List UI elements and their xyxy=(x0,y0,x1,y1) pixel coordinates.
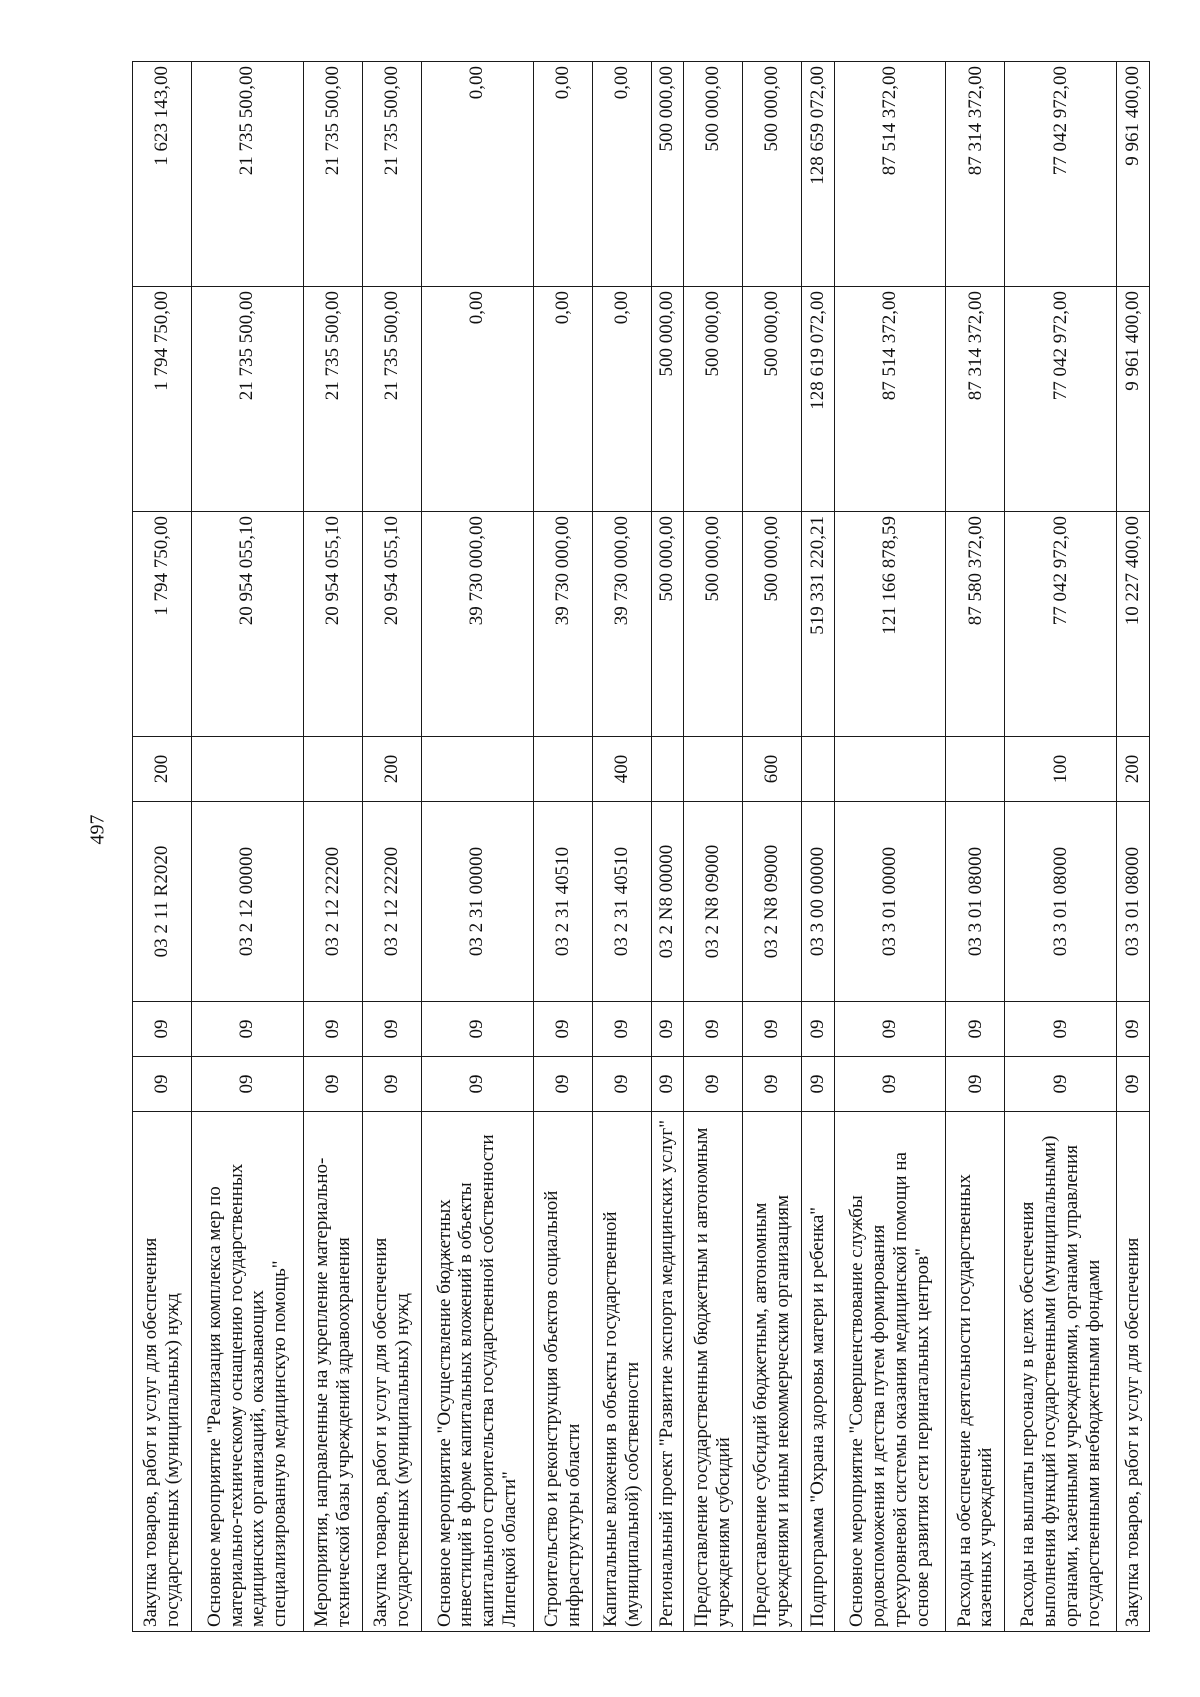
amount-year-1-cell: 10 227 400,00 xyxy=(1117,512,1150,737)
expense-name-cell: Капитальные вложения в объекты государственной (муниципальной) собственности xyxy=(592,1112,651,1632)
expense-type-cell: 200 xyxy=(133,737,192,802)
amount-year-3-cell: 87 314 372,00 xyxy=(946,62,1005,287)
expense-type-cell xyxy=(684,737,743,802)
target-article-cell: 03 2 31 40510 xyxy=(533,802,592,1002)
amount-year-2-cell: 500 000,00 xyxy=(743,287,802,512)
expense-type-cell xyxy=(421,737,533,802)
amount-year-3-cell: 0,00 xyxy=(421,62,533,287)
amount-year-1-cell: 519 331 220,21 xyxy=(802,512,835,737)
expense-name-cell: Закупка товаров, работ и услуг для обеспечения xyxy=(1117,1112,1150,1632)
amount-year-1-cell: 20 954 055,10 xyxy=(303,512,362,737)
subsection-code-cell: 09 xyxy=(592,1002,651,1057)
target-article-cell: 03 2 31 40510 xyxy=(592,802,651,1002)
amount-year-1-cell: 1 794 750,00 xyxy=(133,512,192,737)
expense-name-cell: Предоставление субсидий бюджетным, автономным учреждениям и иным некоммерческим организациям xyxy=(743,1112,802,1632)
subsection-code-cell: 09 xyxy=(533,1002,592,1057)
amount-year-1-cell: 39 730 000,00 xyxy=(533,512,592,737)
expense-name-cell: Расходы на обеспечение деятельности государственных казенных учреждений xyxy=(946,1112,1005,1632)
amount-year-3-cell: 128 659 072,00 xyxy=(802,62,835,287)
expense-name-cell: Мероприятия, направленные на укрепление материально-технической базы учреждений здравоохранения xyxy=(303,1112,362,1632)
subsection-code-cell: 09 xyxy=(1005,1002,1117,1057)
subsection-code-cell: 09 xyxy=(684,1002,743,1057)
amount-year-3-cell: 9 961 400,00 xyxy=(1117,62,1150,287)
expense-type-cell xyxy=(191,737,303,802)
amount-year-1-cell: 121 166 878,59 xyxy=(834,512,946,737)
amount-year-3-cell: 21 735 500,00 xyxy=(303,62,362,287)
amount-year-2-cell: 87 514 372,00 xyxy=(834,287,946,512)
expense-name-cell: Подпрограмма "Охрана здоровья матери и ребенка" xyxy=(802,1112,835,1632)
expense-type-cell xyxy=(802,737,835,802)
section-code-cell: 09 xyxy=(133,1057,192,1112)
table-row xyxy=(533,62,592,1632)
table-row xyxy=(834,62,946,1632)
amount-year-3-cell: 0,00 xyxy=(592,62,651,287)
expense-type-cell: 600 xyxy=(743,737,802,802)
section-code-cell: 09 xyxy=(946,1057,1005,1112)
table-row xyxy=(362,62,421,1632)
expense-type-cell xyxy=(303,737,362,802)
table-row xyxy=(802,62,835,1632)
subsection-code-cell: 09 xyxy=(362,1002,421,1057)
expense-name-cell: Расходы на выплаты персоналу в целях обеспечения выполнения функций государственными (муниципальными) органами, казенными учреждениями, органами управления государственными внебюджетными фондами xyxy=(1005,1112,1117,1632)
section-code-cell: 09 xyxy=(1117,1057,1150,1112)
rotated-page-content xyxy=(132,62,1150,1632)
section-code-cell: 09 xyxy=(651,1057,684,1112)
section-code-cell: 09 xyxy=(1005,1057,1117,1112)
table-row xyxy=(191,62,303,1632)
amount-year-3-cell: 500 000,00 xyxy=(651,62,684,287)
amount-year-1-cell: 20 954 055,10 xyxy=(191,512,303,737)
amount-year-3-cell: 21 735 500,00 xyxy=(191,62,303,287)
amount-year-3-cell: 500 000,00 xyxy=(743,62,802,287)
table-row xyxy=(421,62,533,1632)
target-article-cell: 03 2 11 R2020 xyxy=(133,802,192,1002)
table-row xyxy=(651,62,684,1632)
expense-name-cell: Закупка товаров, работ и услуг для обеспечения государственных (муниципальных) нужд xyxy=(133,1112,192,1632)
amount-year-3-cell: 77 042 972,00 xyxy=(1005,62,1117,287)
expense-type-cell xyxy=(834,737,946,802)
amount-year-2-cell: 128 619 072,00 xyxy=(802,287,835,512)
subsection-code-cell: 09 xyxy=(946,1002,1005,1057)
expense-name-cell: Основное мероприятие "Осуществление бюджетных инвестиций в форме капитальных вложений в объекты капитального строительства государственной собственности Липецкой области" xyxy=(421,1112,533,1632)
target-article-cell: 03 2 12 22200 xyxy=(303,802,362,1002)
amount-year-3-cell: 500 000,00 xyxy=(684,62,743,287)
amount-year-3-cell: 87 514 372,00 xyxy=(834,62,946,287)
subsection-code-cell: 09 xyxy=(651,1002,684,1057)
amount-year-1-cell: 500 000,00 xyxy=(651,512,684,737)
section-code-cell: 09 xyxy=(362,1057,421,1112)
section-code-cell: 09 xyxy=(834,1057,946,1112)
section-code-cell: 09 xyxy=(533,1057,592,1112)
table-row xyxy=(303,62,362,1632)
subsection-code-cell: 09 xyxy=(1117,1002,1150,1057)
budget-table-body xyxy=(133,62,1150,1632)
amount-year-2-cell: 1 794 750,00 xyxy=(133,287,192,512)
amount-year-2-cell: 21 735 500,00 xyxy=(191,287,303,512)
amount-year-1-cell: 39 730 000,00 xyxy=(421,512,533,737)
target-article-cell: 03 2 12 00000 xyxy=(191,802,303,1002)
expense-type-cell: 200 xyxy=(1117,737,1150,802)
subsection-code-cell: 09 xyxy=(834,1002,946,1057)
amount-year-2-cell: 0,00 xyxy=(533,287,592,512)
expense-name-cell: Предоставление государственным бюджетным и автономным учреждениям субсидий xyxy=(684,1112,743,1632)
expense-name-cell: Основное мероприятие "Реализация комплекса мер по материально-техническому оснащению государственных медицинских организаций, оказывающих специализированную медицинскую помощь" xyxy=(191,1112,303,1632)
table-row xyxy=(133,62,192,1632)
amount-year-2-cell: 0,00 xyxy=(421,287,533,512)
target-article-cell: 03 3 01 08000 xyxy=(1117,802,1150,1002)
target-article-cell: 03 2 N8 09000 xyxy=(684,802,743,1002)
expense-type-cell: 400 xyxy=(592,737,651,802)
page-number: 497 xyxy=(86,814,109,845)
target-article-cell: 03 3 01 00000 xyxy=(834,802,946,1002)
amount-year-3-cell: 21 735 500,00 xyxy=(362,62,421,287)
expense-type-cell: 100 xyxy=(1005,737,1117,802)
table-row xyxy=(684,62,743,1632)
amount-year-1-cell: 20 954 055,10 xyxy=(362,512,421,737)
expense-type-cell: 200 xyxy=(362,737,421,802)
section-code-cell: 09 xyxy=(802,1057,835,1112)
target-article-cell: 03 3 01 08000 xyxy=(1005,802,1117,1002)
section-code-cell: 09 xyxy=(743,1057,802,1112)
amount-year-1-cell: 500 000,00 xyxy=(684,512,743,737)
expense-name-cell: Строительство и реконструкция объектов социальной инфраструктуры области xyxy=(533,1112,592,1632)
amount-year-2-cell: 77 042 972,00 xyxy=(1005,287,1117,512)
target-article-cell: 03 2 N8 09000 xyxy=(743,802,802,1002)
section-code-cell: 09 xyxy=(191,1057,303,1112)
amount-year-2-cell: 0,00 xyxy=(592,287,651,512)
amount-year-1-cell: 39 730 000,00 xyxy=(592,512,651,737)
expense-type-cell xyxy=(533,737,592,802)
expense-name-cell: Основное мероприятие "Совершенствование службы родовспоможения и детства путем формирования трехуровневой системы оказания медицинской помощи на основе развития сети перинатальных центров" xyxy=(834,1112,946,1632)
amount-year-2-cell: 500 000,00 xyxy=(651,287,684,512)
amount-year-1-cell: 500 000,00 xyxy=(743,512,802,737)
budget-table xyxy=(132,61,1150,1632)
table-row xyxy=(1117,62,1150,1632)
table-row xyxy=(1005,62,1117,1632)
amount-year-2-cell: 500 000,00 xyxy=(684,287,743,512)
section-code-cell: 09 xyxy=(592,1057,651,1112)
subsection-code-cell: 09 xyxy=(743,1002,802,1057)
section-code-cell: 09 xyxy=(684,1057,743,1112)
target-article-cell: 03 3 00 00000 xyxy=(802,802,835,1002)
subsection-code-cell: 09 xyxy=(133,1002,192,1057)
section-code-cell: 09 xyxy=(421,1057,533,1112)
subsection-code-cell: 09 xyxy=(421,1002,533,1057)
amount-year-3-cell: 1 623 143,00 xyxy=(133,62,192,287)
subsection-code-cell: 09 xyxy=(303,1002,362,1057)
rotated-page xyxy=(132,62,1200,1627)
expense-type-cell xyxy=(651,737,684,802)
amount-year-2-cell: 21 735 500,00 xyxy=(362,287,421,512)
subsection-code-cell: 09 xyxy=(191,1002,303,1057)
target-article-cell: 03 3 01 08000 xyxy=(946,802,1005,1002)
amount-year-2-cell: 87 314 372,00 xyxy=(946,287,1005,512)
amount-year-1-cell: 87 580 372,00 xyxy=(946,512,1005,737)
target-article-cell: 03 2 N8 00000 xyxy=(651,802,684,1002)
amount-year-3-cell: 0,00 xyxy=(533,62,592,287)
target-article-cell: 03 2 31 00000 xyxy=(421,802,533,1002)
amount-year-2-cell: 9 961 400,00 xyxy=(1117,287,1150,512)
subsection-code-cell: 09 xyxy=(802,1002,835,1057)
expense-type-cell xyxy=(946,737,1005,802)
table-row xyxy=(946,62,1005,1632)
amount-year-2-cell: 21 735 500,00 xyxy=(303,287,362,512)
table-row xyxy=(743,62,802,1632)
section-code-cell: 09 xyxy=(303,1057,362,1112)
table-row xyxy=(592,62,651,1632)
expense-name-cell: Региональный проект "Развитие экспорта медицинских услуг" xyxy=(651,1112,684,1632)
expense-name-cell: Закупка товаров, работ и услуг для обеспечения государственных (муниципальных) нужд xyxy=(362,1112,421,1632)
target-article-cell: 03 2 12 22200 xyxy=(362,802,421,1002)
amount-year-1-cell: 77 042 972,00 xyxy=(1005,512,1117,737)
